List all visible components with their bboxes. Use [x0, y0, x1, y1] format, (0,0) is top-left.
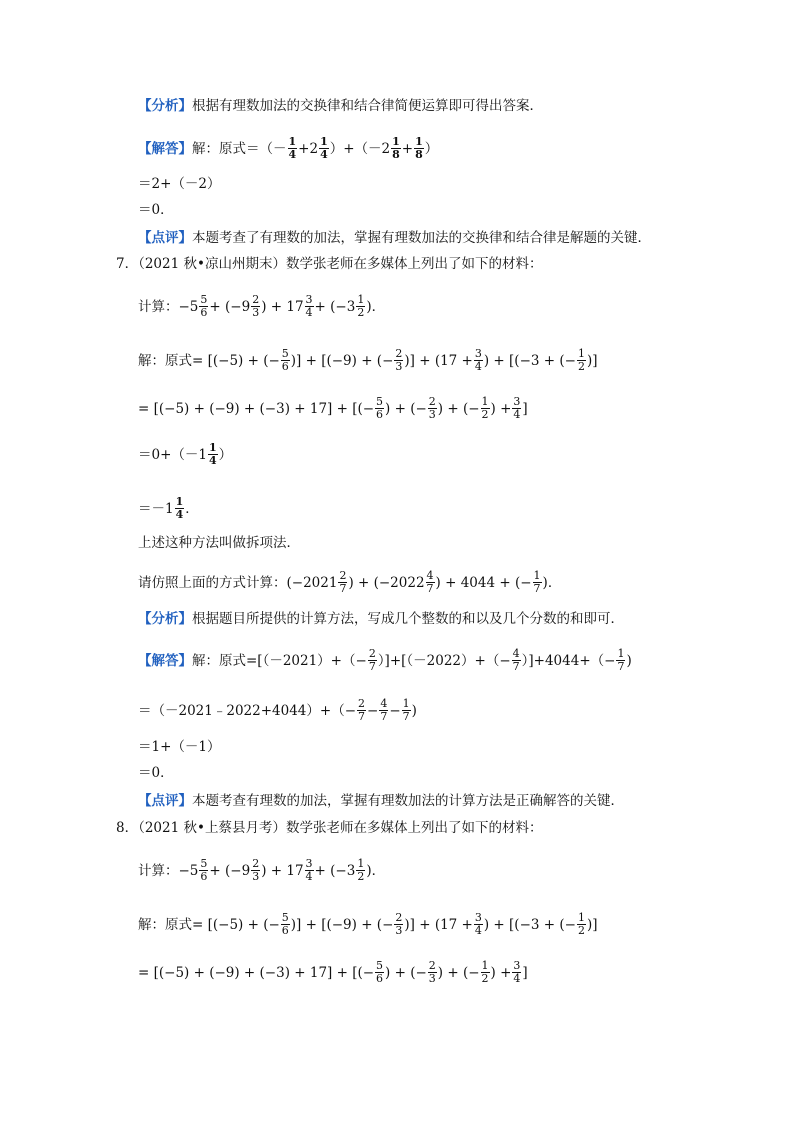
fraction: 2 7: [339, 569, 347, 595]
comment-tag: 【点评】: [138, 793, 192, 809]
fraction: $\frac{1}{2}$: [481, 959, 489, 985]
fraction: 1 4: [288, 135, 297, 161]
fraction: $\frac{3}{4}$: [513, 395, 521, 421]
fraction: 3 4: [305, 857, 313, 883]
fraction: 2 3: [252, 857, 260, 883]
q7-answer-line3: ＝1+（－1）: [138, 739, 221, 755]
fraction: 5 6: [200, 857, 208, 883]
analysis-text: 根据有理数加法的交换律和结合律简便运算即可得出答案．: [192, 98, 543, 114]
answer-tag: 【解答】: [138, 140, 192, 157]
q6-answer: 【解答】 解：原式＝（－ 1 4 +2 1 4 ）+（－2 1 8 + $\frac{1}{8}$ ）: [138, 135, 439, 161]
analysis-text: 根据题目所提供的计算方法，写成几个整数的和以及几个分数的和即可．: [192, 611, 624, 627]
q7-method: 上述这种方法叫做拆项法．: [138, 535, 300, 551]
fraction: $\frac{4}{7}$: [380, 697, 388, 723]
fraction: $\frac{2}{3}$: [428, 395, 436, 421]
q7-analysis: [138, 609, 624, 629]
fraction: 1 8: [392, 135, 400, 161]
analysis-tag: 【分析】: [138, 98, 192, 114]
q6-comment: [138, 228, 651, 248]
fraction: $\frac{1}{2}$: [577, 911, 585, 937]
q8-header: 8．（2021 秋•上蔡县月考）数学张老师在多媒体上列出了如下的材料：: [116, 820, 543, 836]
q6-analysis: [138, 96, 543, 116]
fraction: 1 4: [175, 495, 184, 521]
fraction: $\frac{1}{7}$: [402, 697, 410, 723]
q7-solution-line3: ＝0+（－1 1 4 ）: [138, 441, 233, 467]
fraction: $\frac{5}{6}$: [281, 347, 289, 373]
fraction: $\frac{1}{2}$: [577, 347, 585, 373]
fraction: $\frac{5}{6}$: [376, 959, 384, 985]
fraction: 4 7: [426, 569, 434, 595]
fraction: 5 6: [200, 293, 208, 319]
fraction: $\frac{5}{6}$: [376, 395, 384, 421]
answer-prefix: 解：原式＝（－: [192, 140, 287, 157]
fraction: $\frac{2}{3}$: [395, 911, 403, 937]
fraction: $\frac{2}{7}$: [368, 647, 376, 673]
fraction: $\frac{1}{7}$: [617, 647, 625, 673]
q7-solution-line4: ＝－1 1 4 ．: [138, 495, 199, 521]
q7-solution-line2: = [(−5) + (−9) + (−3) + 17] + [(− $\frac{5}{6}$ ) + (− $\frac{2}{3}$ ) + (− $\frac{1}{2}$ ) + $\frac{3}{4}$ ]: [138, 395, 528, 421]
q7-imitate: 请仿照上面的方式计算：(−2021 2 7 ) + (−2022 4 7 ) + 4044 + (− $\frac{1}{7}$ )．: [138, 569, 562, 595]
q7-answer-line2: ＝（－2021﹣2022+4044）+（− $\frac{2}{7}$ − $\frac{4}{7}$ − $\frac{1}{7}$ ): [138, 697, 417, 723]
q7-answer-line1: 【解答】 解：原式=[（－2021）+（− $\frac{2}{7}$ ）]+[（－2022）+（− $\frac{4}{7}$ ）]+4044+（− $\frac{1}{7}$ ): [138, 647, 632, 673]
q7-answer-line4: ＝0．: [138, 765, 174, 781]
fraction: $\frac{1}{7}$: [533, 569, 541, 595]
fraction: $\frac{3}{4}$: [513, 959, 521, 985]
analysis-tag: 【分析】: [138, 611, 192, 627]
fraction: 2 3: [252, 293, 260, 319]
q8-solution-line1: 解：原式= [(−5) + (− $\frac{5}{6}$ )] + [(−9) + (− $\frac{2}{3}$ )] + (17 + $\frac{3}{4}$ ) + [(−3 + (− $\frac{1}{2}$ )]: [138, 911, 598, 937]
fraction: 3 4: [305, 293, 313, 319]
fraction: $\frac{3}{4}$: [474, 347, 482, 373]
fraction: $\frac{4}{7}$: [512, 647, 520, 673]
q7-header: 7．（2021 秋•凉山州期末）数学张老师在多媒体上列出了如下的材料：: [116, 256, 543, 272]
comment-tag: 【点评】: [138, 230, 192, 246]
q7-calc: 计算： −5 5 6 + (−9 2 3 ) + 17 3 4 + (−3 1 2 )．: [138, 293, 386, 319]
comment-text: 本题考查有理数的加法，掌握有理数加法的计算方法是正确解答的关键．: [192, 793, 624, 809]
q6-step3: ＝0．: [138, 202, 174, 218]
fraction: $\frac{1}{2}$: [481, 395, 489, 421]
fraction: $\frac{2}{3}$: [428, 959, 436, 985]
fraction: 1 4: [209, 441, 217, 467]
q7-comment: [138, 791, 624, 811]
fraction: $\frac{5}{6}$: [281, 911, 289, 937]
fraction: $\frac{1}{8}$: [415, 135, 423, 161]
fraction: $\frac{2}{7}$: [358, 697, 366, 723]
q8-calc: 计算： −5 5 6 + (−9 2 3 ) + 17 3 4 + (−3 1 2 )．: [138, 857, 386, 883]
fraction: 1 2: [357, 293, 365, 319]
fraction: $\frac{3}{4}$: [474, 911, 482, 937]
comment-text: 本题考查了有理数的加法，掌握有理数加法的交换律和结合律是解题的关键．: [192, 230, 651, 246]
fraction: $\frac{2}{3}$: [395, 347, 403, 373]
q8-solution-line2: = [(−5) + (−9) + (−3) + 17] + [(− $\frac{5}{6}$ ) + (− $\frac{2}{3}$ ) + (− $\frac{1}{2}$ ) + $\frac{3}{4}$ ]: [138, 959, 528, 985]
fraction: 1 2: [357, 857, 365, 883]
q7-solution-line1: 解：原式= [(−5) + (− $\frac{5}{6}$ )] + [(−9) + (− $\frac{2}{3}$ )] + (17 + $\frac{3}{4}$ ) + [(−3 + (− $\frac{1}{2}$ )]: [138, 347, 598, 373]
q6-step2: ＝2+（－2）: [138, 176, 221, 192]
answer-tag: 【解答】: [138, 652, 192, 669]
fraction: 1 4: [320, 135, 328, 161]
